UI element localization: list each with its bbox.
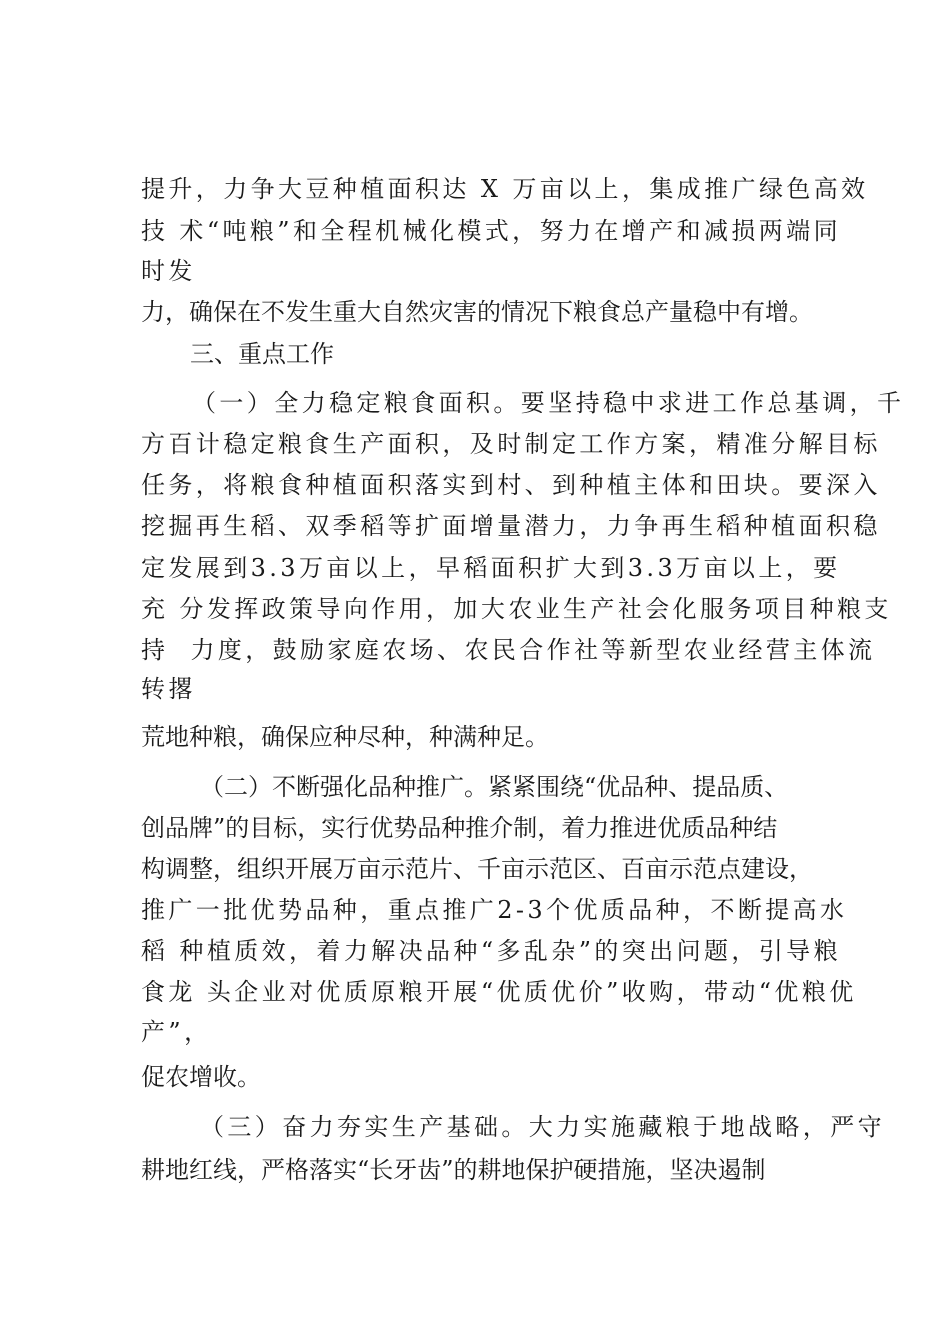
paragraph-line: （二）不断强化品种推广。紧紧围绕“优品种、提品质、 [200, 773, 789, 801]
paragraph-line: 充 分发挥政策导向作用，加大农业生产社会化服务项目种粮支 [141, 595, 892, 623]
paragraph-line: 力，确保在不发生重大自然灾害的情况下粮食总产量稳中有增。 [141, 298, 813, 326]
paragraph-line: 促农增收。 [141, 1063, 261, 1091]
paragraph-line: 食龙 头企业对优质原粮开展“优质优价”收购，带动“优粮优 [141, 978, 857, 1006]
paragraph-line: 提升，力争大豆种植面积达 X 万亩以上，集成推广绿色高效 [141, 175, 869, 203]
paragraph-line: 时发 [141, 257, 196, 285]
paragraph-line: 构调整，组织开展万亩示范片、千亩示范区、百亩示范点建设， [141, 855, 813, 883]
paragraph-line: 推广一批优势品种，重点推广2-3个优质品种，不断提高水 [141, 896, 848, 924]
paragraph-line: 持 力度，鼓励家庭农场、农民合作社等新型农业经营主体流 [141, 636, 876, 664]
paragraph-line: 荒地种粮，确保应种尽种，种满种足。 [141, 723, 549, 751]
paragraph-line: 产”， [141, 1018, 212, 1046]
paragraph-line: 任务，将粮食种植面积落实到村、到种植主体和田块。要深入 [141, 471, 881, 499]
paragraph-line: 创品牌”的目标，实行优势品种推介制，着力推进优质品种结 [141, 814, 778, 842]
paragraph-line: 转撂 [141, 675, 196, 703]
paragraph-line: （一）全力稳定粮食面积。要坚持稳中求进工作总基调，千 [192, 389, 905, 417]
paragraph-line: 挖掘再生稻、双季稻等扩面增量潜力，力争再生稻种植面积稳 [141, 512, 881, 540]
paragraph-line: （三）奋力夯实生产基础。大力实施藏粮于地战略，严守 [200, 1113, 885, 1141]
paragraph-line: 稻 种植质效，着力解决品种“多乱杂”的突出问题，引导粮 [141, 937, 841, 965]
paragraph-line: 定发展到3.3万亩以上，早稻面积扩大到3.3万亩以上，要 [141, 554, 841, 582]
paragraph-line: 耕地红线，严格落实“长牙齿”的耕地保护硬措施，坚决遏制 [141, 1156, 766, 1184]
section-heading: 三、重点工作 [190, 340, 334, 368]
paragraph-line: 技 术“吨粮”和全程机械化模式，努力在增产和减损两端同 [141, 217, 841, 245]
paragraph-line: 方百计稳定粮食生产面积，及时制定工作方案，精准分解目标 [141, 430, 881, 458]
